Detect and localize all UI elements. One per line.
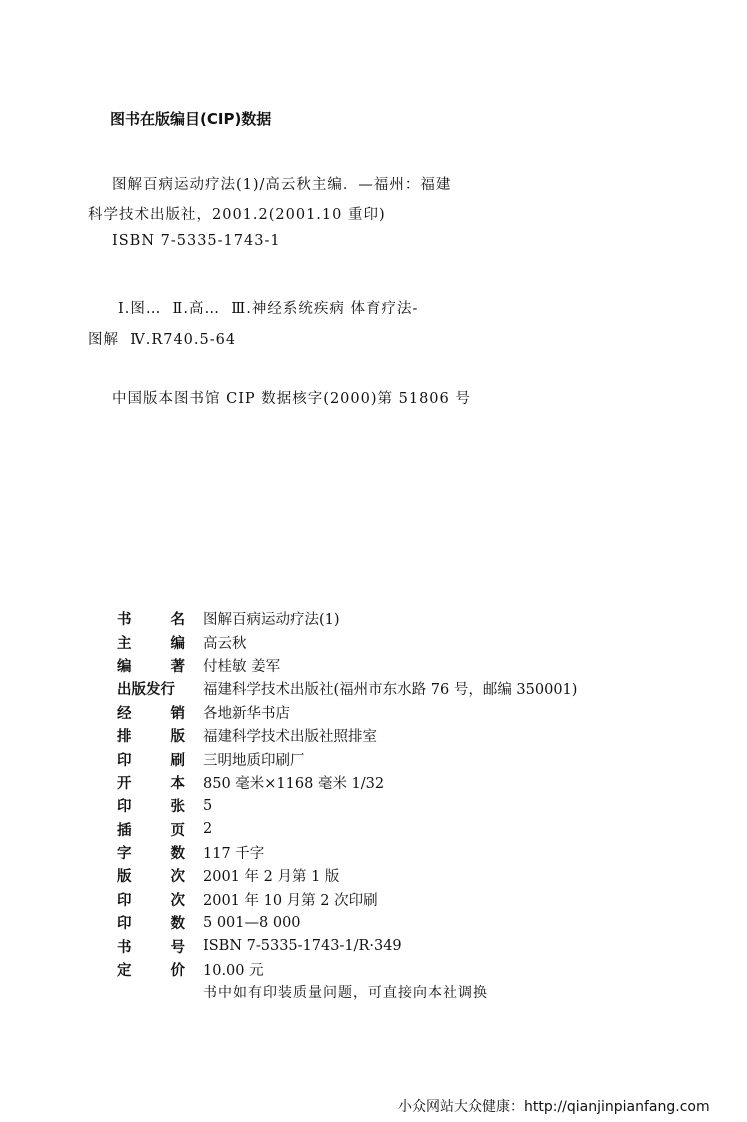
cip-isbn: ISBN 7-5335-1743-1 <box>112 233 281 249</box>
info-row <box>117 794 577 817</box>
info-label <box>117 819 185 840</box>
info-label <box>117 702 185 723</box>
info-value: 福建科学技术出版社(福州市东水路 76 号，邮编 350001) <box>203 682 578 699</box>
cip-subjects-2: 图解 Ⅳ.R740.5-64 <box>88 332 237 348</box>
info-label-part: 编 <box>170 635 185 652</box>
info-label <box>117 632 185 653</box>
info-row <box>117 724 577 747</box>
info-label-part: 出版发行 <box>117 682 175 699</box>
info-label-part: 插 <box>117 822 132 839</box>
info-label-part: 版 <box>170 729 185 746</box>
info-label-part: 销 <box>170 705 185 722</box>
watermark: 小众网站大众健康：http://qianjinpianfang.com <box>398 1099 710 1115</box>
info-label-part: 主 <box>117 635 132 652</box>
info-label-part: 印 <box>117 916 132 933</box>
info-value: 2001 年 10 月第 2 次印刷 <box>203 892 378 909</box>
info-label <box>117 889 185 910</box>
cip-line-1: 图解百病运动疗法(1)/高云秋主编．—福州：福建 <box>112 177 452 193</box>
info-row <box>117 677 577 700</box>
info-label-part: 字 <box>117 846 132 863</box>
info-label <box>117 936 185 957</box>
info-row <box>117 747 577 770</box>
info-label-part: 次 <box>170 892 185 909</box>
info-row <box>117 630 577 653</box>
info-label <box>117 772 185 793</box>
quality-note: 书中如有印装质量问题，可直接向本社调换 <box>203 985 488 1001</box>
info-label-part: 印 <box>117 752 132 769</box>
info-label-part: 定 <box>117 963 132 980</box>
info-label <box>117 725 185 746</box>
info-label-part: 书 <box>117 939 132 956</box>
info-value: 850 毫米×1168 毫米 1/32 <box>203 775 385 792</box>
info-value: ISBN 7-5335-1743-1/R·349 <box>203 938 402 955</box>
info-label-part: 数 <box>170 916 185 933</box>
info-label-part: 价 <box>170 963 185 980</box>
info-label-part: 刷 <box>170 752 185 769</box>
info-value: 117 千字 <box>203 846 265 863</box>
info-label-part: 印 <box>117 892 132 909</box>
info-label <box>117 959 185 980</box>
book-info-table <box>117 607 577 981</box>
info-row <box>117 701 577 724</box>
info-value: 5 001—8 000 <box>203 914 301 931</box>
info-row <box>117 818 577 841</box>
info-value: 5 <box>203 797 213 814</box>
info-label-part: 编 <box>117 658 132 675</box>
cip-record-number: 中国版本图书馆 CIP 数据核字(2000)第 51806 号 <box>112 391 471 407</box>
info-value: 各地新华书店 <box>203 705 290 722</box>
info-row <box>117 864 577 887</box>
info-value: 三明地质印刷厂 <box>203 752 305 769</box>
info-value: 图解百病运动疗法(1) <box>203 612 340 629</box>
info-label <box>117 655 185 676</box>
info-label-part: 号 <box>170 939 185 956</box>
info-row <box>117 654 577 677</box>
info-label-part: 本 <box>170 775 185 792</box>
info-label <box>117 912 185 933</box>
info-label-part: 名 <box>170 612 185 629</box>
cip-line-2: 科学技术出版社，2001.2(2001.10 重印) <box>88 207 386 223</box>
info-row <box>117 771 577 794</box>
info-value: 高云秋 <box>203 635 247 652</box>
info-label <box>117 842 185 863</box>
info-label-part: 次 <box>170 869 185 886</box>
info-row <box>117 888 577 911</box>
info-row <box>117 911 577 934</box>
info-label <box>117 795 185 816</box>
info-label-part: 页 <box>170 822 185 839</box>
info-label <box>117 678 185 699</box>
info-row <box>117 607 577 630</box>
info-label-part: 排 <box>117 729 132 746</box>
info-label-part: 书 <box>117 612 132 629</box>
info-row <box>117 841 577 864</box>
info-label-part: 经 <box>117 705 132 722</box>
info-value: 10.00 元 <box>203 963 264 980</box>
info-value: 福建科学技术出版社照排室 <box>203 729 377 746</box>
info-row <box>117 958 577 981</box>
info-label <box>117 608 185 629</box>
info-label-part: 开 <box>117 775 132 792</box>
info-row <box>117 934 577 957</box>
info-value: 2 <box>203 821 213 838</box>
info-label-part: 数 <box>170 846 185 863</box>
info-label-part: 版 <box>117 869 132 886</box>
info-label <box>117 749 185 770</box>
cip-subjects-1: Ⅰ.图… Ⅱ.高… Ⅲ.神经系统疾病 体育疗法- <box>118 301 419 317</box>
info-label-part: 著 <box>170 658 185 675</box>
info-value: 2001 年 2 月第 1 版 <box>203 869 340 886</box>
info-value: 付桂敏 姜军 <box>203 658 281 675</box>
info-label-part: 张 <box>170 799 185 816</box>
info-label-part: 印 <box>117 799 132 816</box>
cip-heading: 图书在版编目(CIP)数据 <box>110 110 272 128</box>
info-label <box>117 865 185 886</box>
